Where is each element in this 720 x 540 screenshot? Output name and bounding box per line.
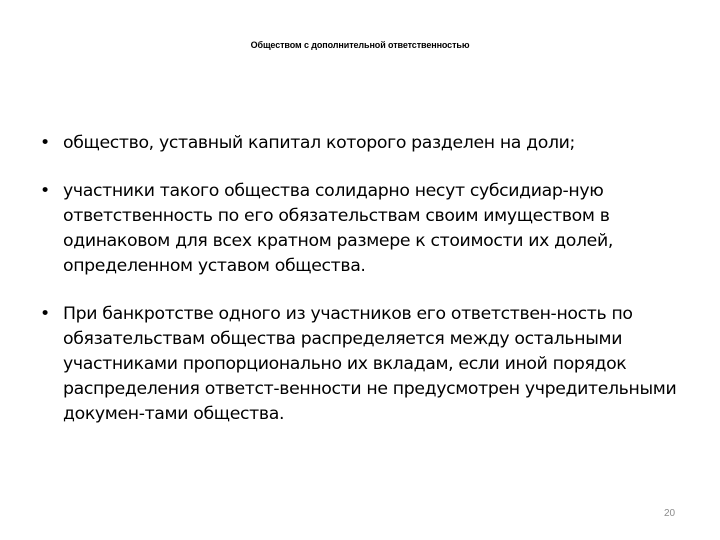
bullet-item xyxy=(40,131,692,156)
bullet-marker: • xyxy=(40,133,50,153)
bullet-marker: • xyxy=(40,304,50,324)
bullet-marker: • xyxy=(40,181,50,201)
bullet-list xyxy=(40,131,692,450)
bullet-item xyxy=(40,302,692,427)
bullet-text: общество, уставный капитал которого разделен на доли; xyxy=(63,133,576,153)
bullet-item xyxy=(40,179,692,279)
bullet-text: участники такого общества солидарно несут субсидиар-ную ответственность по его обязательствам своим имуществом в одинаковом для всех кратном размере к стоимости их долей, определенном уставом общества. xyxy=(63,181,613,276)
slide-title: Обществом с дополнительной ответственностью xyxy=(250,40,470,50)
bullet-text: При банкротстве одного из участников его ответствен-ность по обязательствам общества распределяется между остальными участниками пропорционально их вкладам, если иной порядок распределения ответст-венности не предусмотрен учредительными докумен-тами общества. xyxy=(63,304,677,424)
page-number: 20 xyxy=(664,508,676,519)
